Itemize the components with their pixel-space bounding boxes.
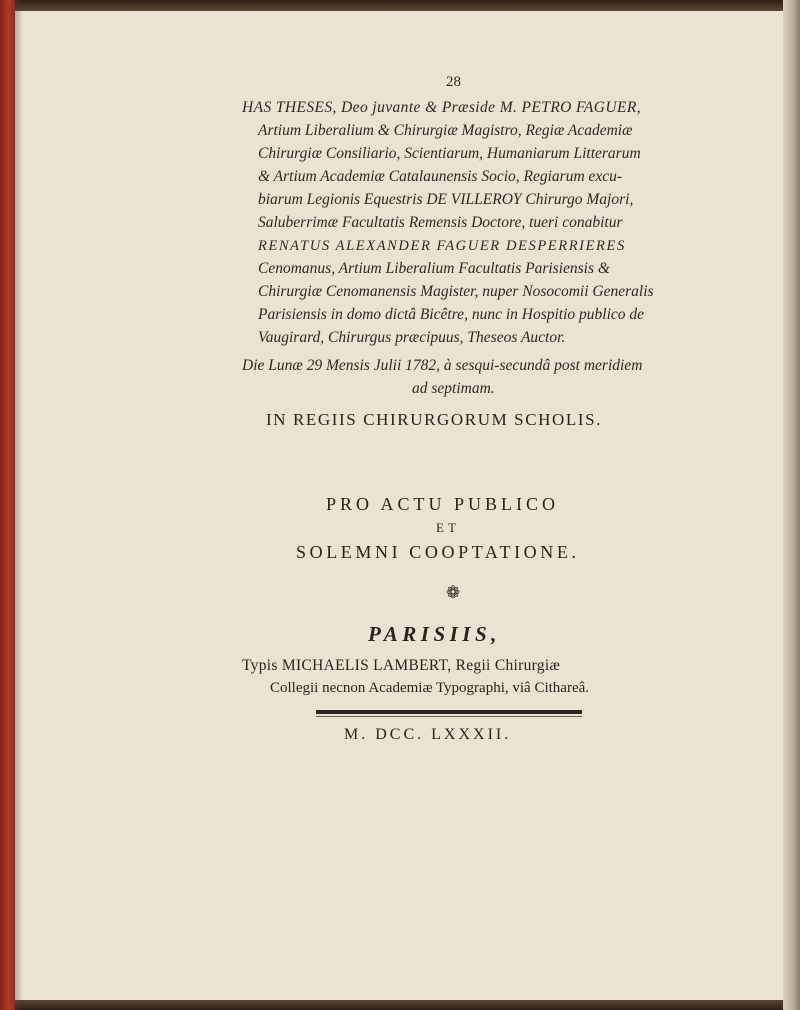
paragraph-line-2: Artium Liberalium & Chirurgiæ Magistro, Regiæ Academiæ [258, 122, 633, 139]
gutter-shadow [15, 0, 23, 1010]
paragraph-line-1: HAS THESES, Deo juvante & Præside M. PETRO FAGUER, [242, 99, 641, 116]
printer-line-2: Collegii necnon Academiæ Typographi, viâ Cithareâ. [270, 680, 590, 696]
printer-line-1: Typis MICHAELIS LAMBERT, Regii Chirurgiæ [242, 657, 561, 674]
paragraph-line-8: Cenomanus, Artium Liberalium Facultatis Parisiensis & [258, 260, 610, 277]
city-name: PARISIIS, [368, 622, 501, 646]
paragraph-line-6: Saluberrimæ Facultatis Remensis Doctore, tueri conabitur [258, 214, 623, 231]
paragraph-line-5: biarum Legionis Equestris DE VILLEROY Chirurgo Majori, [258, 191, 634, 208]
act-heading-et: ET [436, 520, 460, 535]
date-line-2: ad septimam. [412, 380, 495, 397]
book-binding [0, 0, 15, 1010]
paragraph-line-9: Chirurgiæ Cenomanensis Magister, nuper Nosocomii Generalis [258, 283, 654, 300]
location-heading: IN REGIIS CHIRURGORUM SCHOLIS. [266, 410, 603, 429]
imprint-rule-thin [316, 716, 582, 717]
publication-year: M. DCC. LXXXII. [344, 726, 512, 743]
act-heading-cooptatione: SOLEMNI COOPTATIONE. [296, 542, 580, 562]
paragraph-line-4: & Artium Academiæ Catalaunensis Socio, Regiarum excu- [258, 168, 623, 185]
paragraph-line-7: RENATUS ALEXANDER FAGUER DESPERRIERES [258, 238, 626, 254]
fleuron-icon: ❁ [445, 583, 461, 603]
paragraph-line-3: Chirurgiæ Consiliario, Scientiarum, Humaniarum Litterarum [258, 145, 641, 162]
date-line-1: Die Lunæ 29 Mensis Julii 1782, à sesqui-secundâ post meridiem [242, 357, 643, 374]
page-top-edge [0, 0, 800, 11]
page-right-edge [783, 0, 800, 1010]
page-number: 28 [446, 74, 461, 90]
paragraph-line-10: Parisiensis in domo dictâ Bicêtre, nunc in Hospitio publico de [258, 306, 645, 323]
page-bottom-edge [0, 1000, 800, 1010]
paragraph-line-11: Vaugirard, Chirurgus præcipuus, Theseos Auctor. [258, 329, 566, 346]
act-heading-pro-actu: PRO ACTU PUBLICO [326, 494, 560, 514]
imprint-rule-thick [316, 710, 582, 714]
